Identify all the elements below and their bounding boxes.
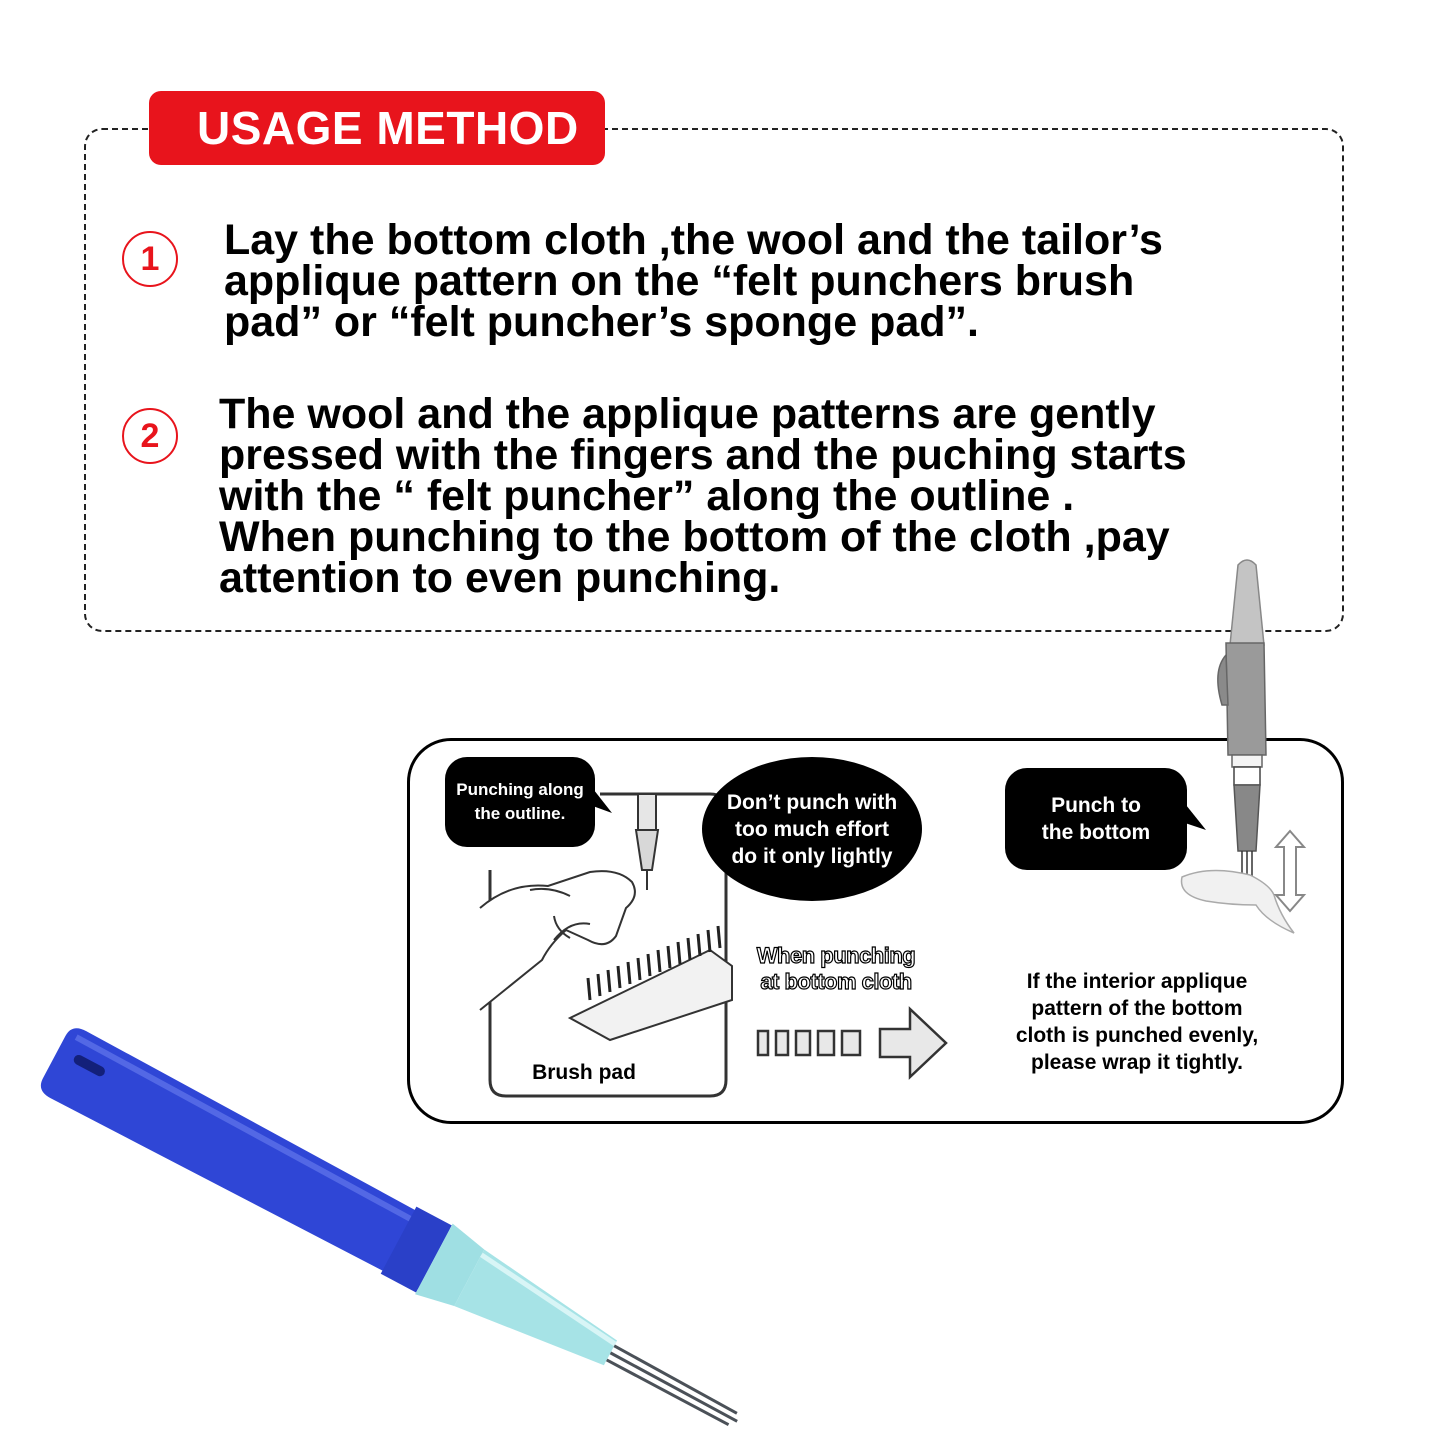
- felt-puncher-vertical-illustration: [1170, 555, 1320, 945]
- speech-bubble-bottom: Punch to the bottom: [1005, 768, 1187, 870]
- step-2-text: The wool and the applique patterns are gently pressed with the fingers and the puching starts with the “ felt puncher” along the outline . When punching to the bottom of the cloth ,pay attention to even punching.: [219, 390, 1187, 602]
- felt-puncher-tool-illustration: [40, 1030, 840, 1380]
- brush-pad-label: Brush pad: [532, 1061, 636, 1084]
- step-2-number: 2: [122, 408, 178, 464]
- speech-bubble-effort: Don’t punch with too much effort do it only lightly: [702, 757, 922, 901]
- bubble-tail-outline: [590, 785, 614, 815]
- step-1-text: Lay the bottom cloth ,the wool and the tailor’s applique pattern on the “felt punchers brush pad” or “felt puncher’s sponge pad”.: [224, 216, 1163, 346]
- when-punching-label: When punching at bottom cloth: [756, 943, 916, 994]
- speech-bubble-outline: Punching along the outline.: [445, 757, 595, 847]
- step-1-number: 1: [122, 231, 178, 287]
- section-title: USAGE METHOD: [149, 91, 605, 165]
- interior-pattern-note: If the interior applique pattern of the bottom cloth is punched evenly, please wrap it tightly.: [1015, 970, 1259, 1074]
